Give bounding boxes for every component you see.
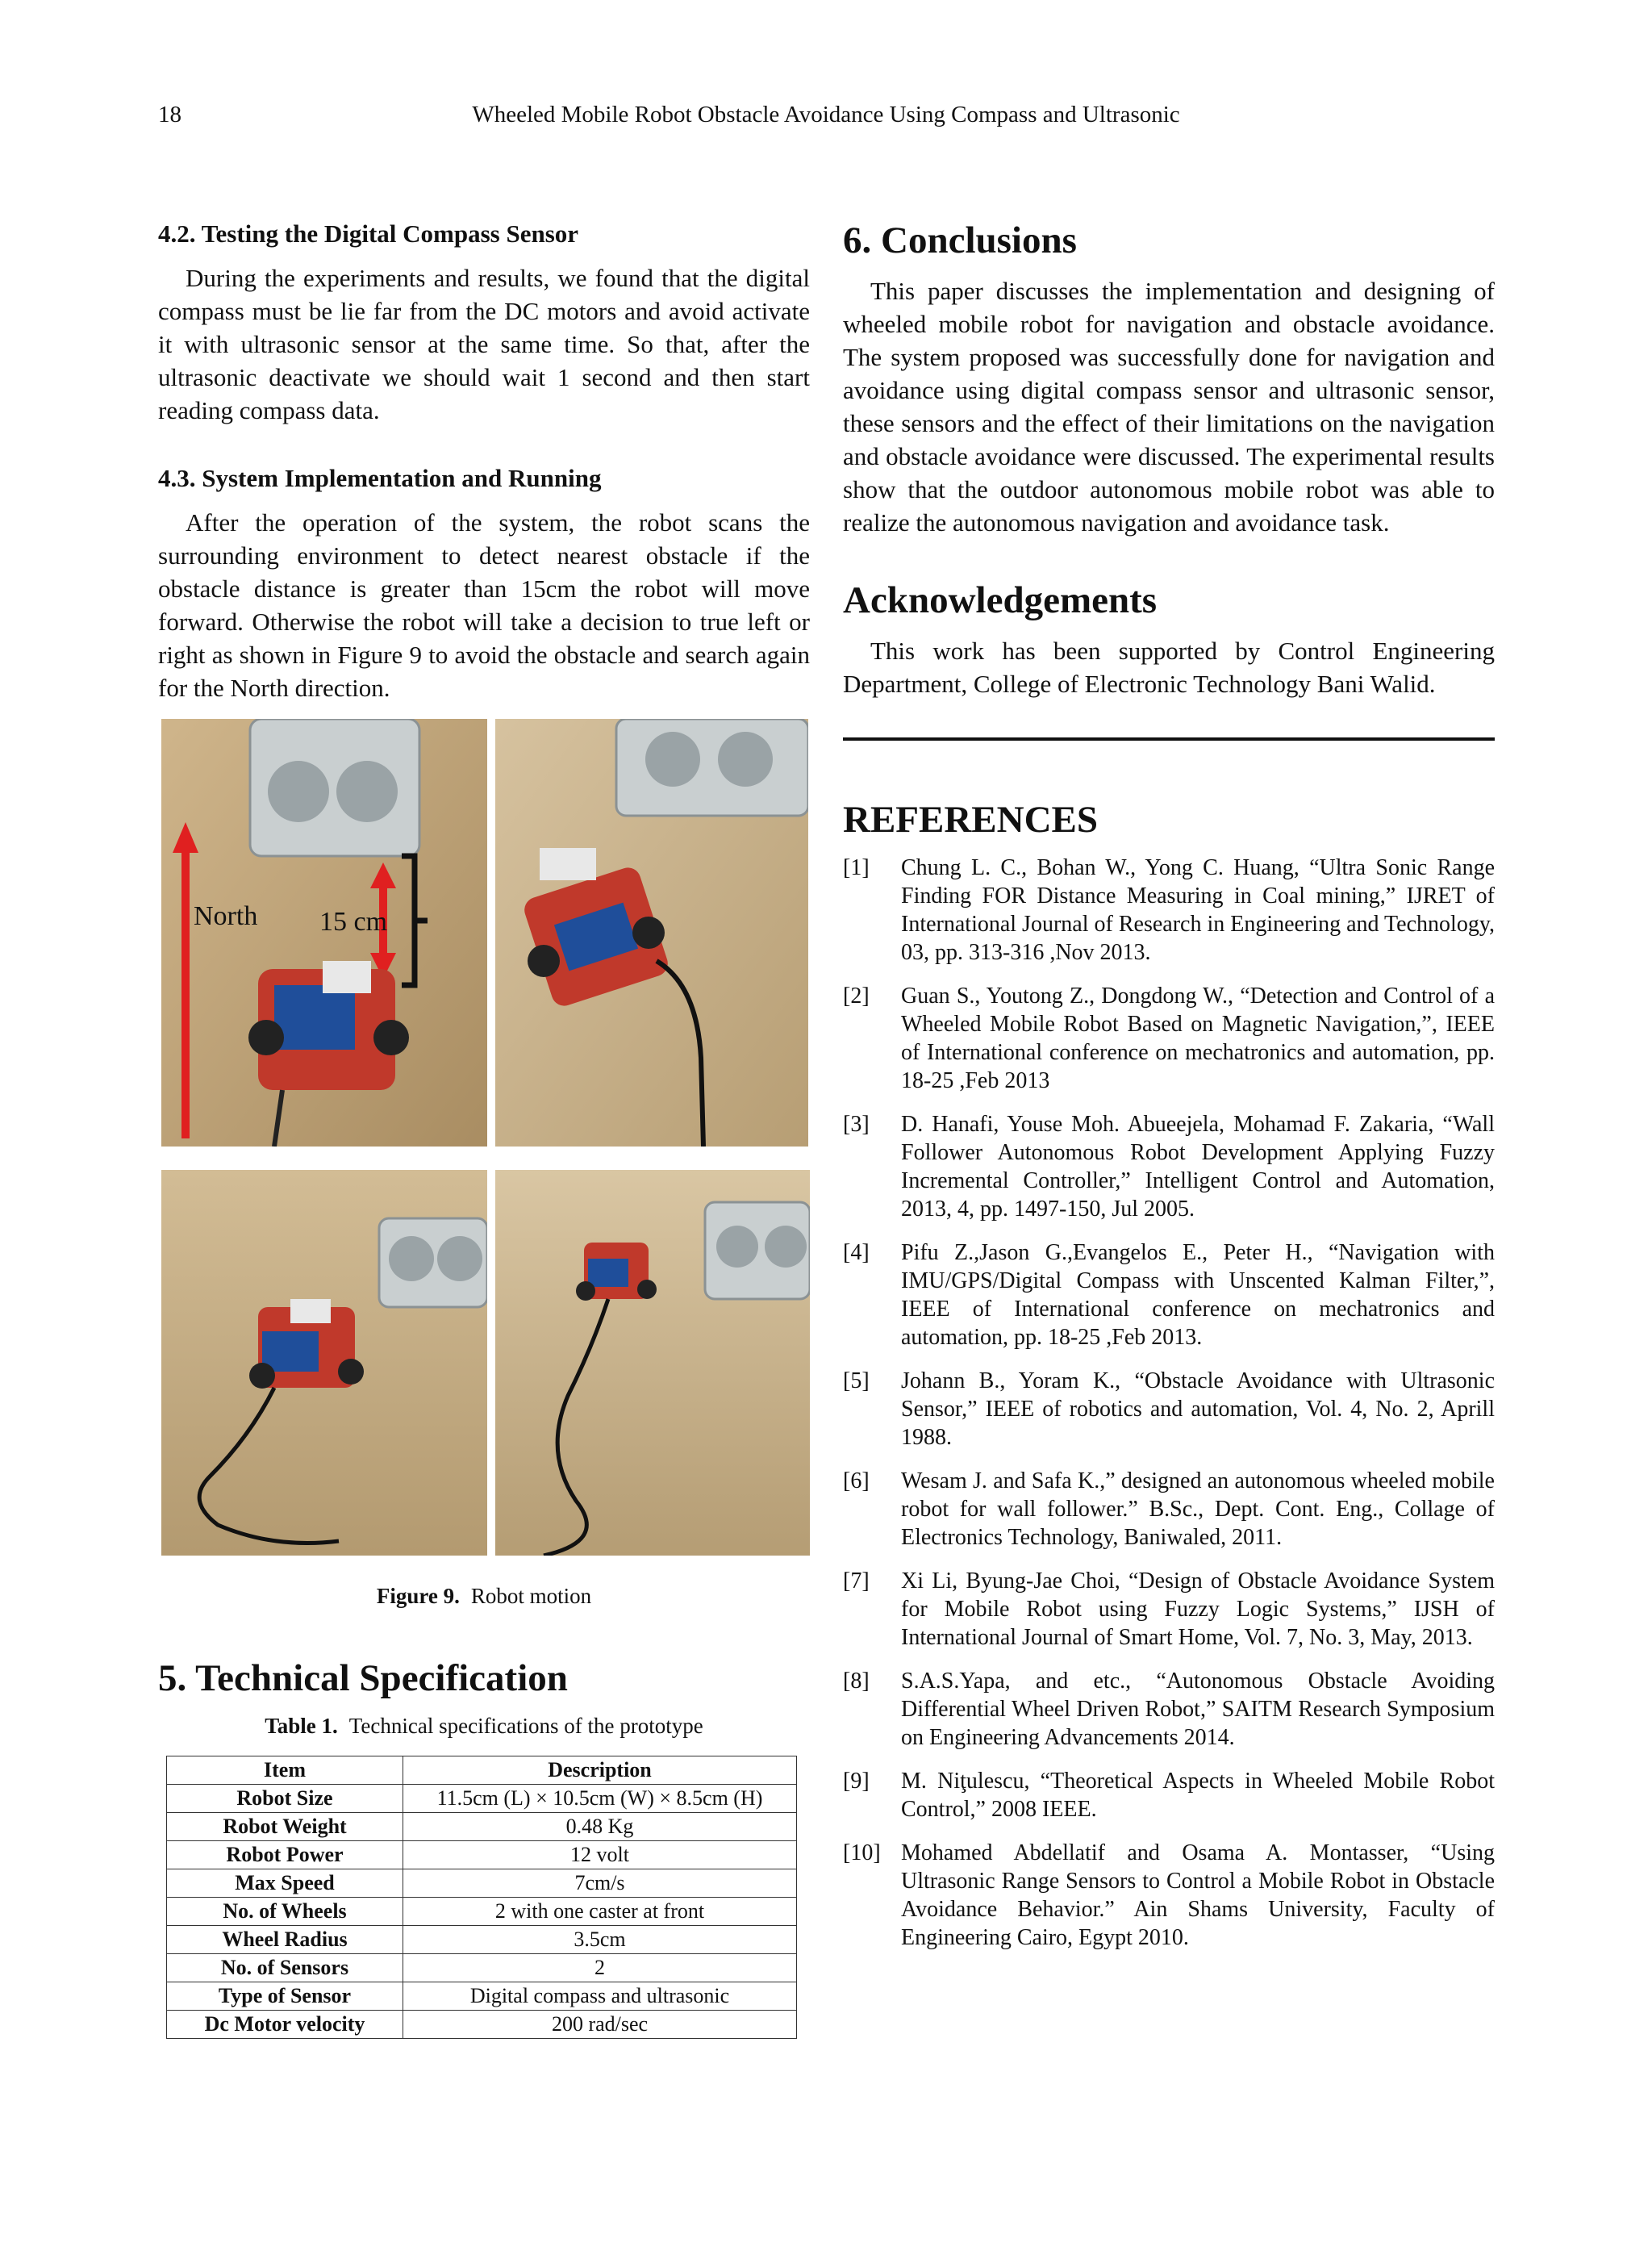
table-cell-description: 2 with one caster at front <box>403 1898 797 1926</box>
right-column <box>843 218 1495 1967</box>
robot-photo-1 <box>161 719 487 1147</box>
robot-photo-2 <box>495 719 808 1147</box>
table-1-number: Table 1. <box>265 1714 338 1738</box>
reference-item <box>843 1467 1495 1552</box>
table-row <box>167 1813 797 1841</box>
table-row <box>167 1869 797 1898</box>
acknowledgements-title: Acknowledgements <box>843 579 1158 621</box>
reference-number: [8] <box>843 1669 870 1694</box>
spec-table <box>166 1756 797 2039</box>
table-header-row <box>167 1756 797 1785</box>
table-cell-item: Max Speed <box>167 1869 403 1898</box>
table-cell-item: Robot Power <box>167 1841 403 1869</box>
reference-item <box>843 1367 1495 1451</box>
reference-text: Guan S., Youtong Z., Dongdong W., “Detection and Control of a Wheeled Mobile Robot Based on Magnetic Navigation,”, IEEE of International conference on mechatronics and automation, pp. 18-25 ,Feb 2013 <box>901 984 1495 1093</box>
reference-item <box>843 1839 1495 1952</box>
reference-number: [2] <box>843 984 870 1009</box>
running-head <box>158 102 1494 137</box>
figure-9-caption <box>158 1581 810 1610</box>
table-header-item: Item <box>167 1756 403 1785</box>
reference-number: [3] <box>843 1112 870 1137</box>
table-cell-description: 200 rad/sec <box>403 2011 797 2039</box>
table-cell-description: 3.5cm <box>403 1926 797 1954</box>
section-4-2-text: During the experiments and results, we found that the digital compass must be lie far from the DC motors and avoid activate it with ultrasonic sensor at the same time. So that, after the ultrasonic deactivate we should wait 1 second and then start reading compass data. <box>158 264 810 424</box>
reference-text: Xi Li, Byung-Jae Choi, “Design of Obstacle Avoidance System for Mobile Robot using Fuzzy Logic Systems,” IJSH of International Journal of Smart Home, Vol. 7, No. 3, May, 2013. <box>901 1568 1495 1650</box>
reference-item <box>843 1767 1495 1823</box>
reference-text: S.A.S.Yapa, and etc., “Autonomous Obstacle Avoiding Differential Wheel Driven Robot,” SAITM Research Symposium on Engineering Advancements 2014. <box>901 1669 1495 1750</box>
section-divider <box>843 737 1495 741</box>
running-title: Wheeled Mobile Robot Obstacle Avoidance Using Compass and Ultrasonic <box>472 102 1180 127</box>
section-6-text: This paper discusses the implementation and designing of wheeled mobile robot for navigation and obstacle avoidance. The system proposed was successfully done for navigation and avoidance using digital compass sensor and ultrasonic sensor, these sensors and the effect of their limitations on the navigation and obstacle avoidance were discussed. The experimental results show that the outdoor autonomous mobile robot was able to realize the autonomous navigation and avoidance task. <box>843 277 1495 537</box>
left-column <box>158 218 810 1147</box>
figure-9-text: Robot motion <box>470 1584 592 1608</box>
table-row <box>167 1785 797 1813</box>
reference-item <box>843 1238 1495 1351</box>
reference-number: [1] <box>843 855 870 880</box>
table-cell-item: Wheel Radius <box>167 1926 403 1954</box>
acknowledgements-text: This work has been supported by Control Engineering Department, College of Electronic Technology Bani Walid. <box>843 637 1495 698</box>
table-row <box>167 1898 797 1926</box>
robot-photo-4-full <box>495 1170 810 1556</box>
table-row <box>167 1841 797 1869</box>
reference-item <box>843 982 1495 1095</box>
reference-number: [9] <box>843 1769 870 1794</box>
table-cell-description: 0.48 Kg <box>403 1813 797 1841</box>
table-cell-item: Dc Motor velocity <box>167 2011 403 2039</box>
reference-text: M. Niţulescu, “Theoretical Aspects in Wheeled Mobile Robot Control,” 2008 IEEE. <box>901 1769 1495 1822</box>
section-4-2-title: 4.2. Testing the Digital Compass Sensor <box>158 219 579 248</box>
reference-text: Mohamed Abdellatif and Osama A. Montasser, “Using Ultrasonic Range Sensors to Control a Mobile Robot in Obstacle Avoidance Behavior.” Ain Shams University, Faculty of Engineering Cairo, Egypt 2010. <box>901 1840 1495 1950</box>
section-4-3-text: After the operation of the system, the robot scans the surrounding environment to detect nearest obstacle if the obstacle distance is greater than 15cm the robot will move forward. Otherwise the robot will take a decision to true left or right as shown in Figure 9 to avoid the obstacle and search again for the North direction. <box>158 508 810 702</box>
figure-9 <box>158 719 810 1147</box>
reference-number: [7] <box>843 1568 870 1593</box>
north-label: North <box>194 901 258 931</box>
page-number: 18 <box>158 102 181 127</box>
figure-9-number: Figure 9. <box>376 1584 460 1608</box>
table-cell-item: Robot Size <box>167 1785 403 1813</box>
reference-item <box>843 854 1495 967</box>
reference-text: Pifu Z.,Jason G.,Evangelos E., Peter H., “Navigation with IMU/GPS/Digital Compass with Unscented Kalman Filter,”, IEEE of International conference on mechatronics and automation, pp. 18-25 ,Feb 2013. <box>901 1240 1495 1350</box>
table-1-caption <box>158 1714 810 1739</box>
references-list <box>843 854 1495 1952</box>
reference-number: [5] <box>843 1368 870 1393</box>
table-cell-item: Robot Weight <box>167 1813 403 1841</box>
reference-text: D. Hanafi, Youse Moh. Abueejela, Mohamad F. Zakaria, “Wall Follower Autonomous Robot Development Applying Fuzzy Incremental Controller,” Intelligent Control and Automation, 2013, 4, pp. 1497-150, Jul 2005. <box>901 1112 1495 1222</box>
reference-item <box>843 1567 1495 1652</box>
table-row <box>167 2011 797 2039</box>
table-header-description: Description <box>403 1756 797 1785</box>
reference-item <box>843 1667 1495 1752</box>
reference-item <box>843 1110 1495 1223</box>
table-cell-item: No. of Sensors <box>167 1954 403 1982</box>
table-cell-item: No. of Wheels <box>167 1898 403 1926</box>
reference-number: [10] <box>843 1840 881 1865</box>
reference-number: [4] <box>843 1240 870 1265</box>
table-cell-description: 12 volt <box>403 1841 797 1869</box>
reference-number: [6] <box>843 1468 870 1493</box>
references-title: REFERENCES <box>843 799 1099 841</box>
table-cell-description: 11.5cm (L) × 10.5cm (W) × 8.5cm (H) <box>403 1785 797 1813</box>
table-1-text: Technical specifications of the prototype <box>348 1714 703 1738</box>
reference-text: Chung L. C., Bohan W., Yong C. Huang, “Ultra Sonic Range Finding FOR Distance Measuring in Coal mining,” IJRET of International Journal of Research in Engineering and Technology, 03, pp. 313-316 ,Nov 2013. <box>901 855 1495 965</box>
distance-label: 15 cm <box>319 907 388 937</box>
section-4-3-title: 4.3. System Implementation and Running <box>158 464 602 492</box>
table-row <box>167 1926 797 1954</box>
reference-text: Johann B., Yoram K., “Obstacle Avoidance with Ultrasonic Sensor,” IEEE of robotics and automation, Vol. 4, No. 2, Aprill 1988. <box>901 1368 1495 1450</box>
table-row <box>167 1982 797 2011</box>
reference-text: Wesam J. and Safa K.,” designed an autonomous wheeled mobile robot for wall follower.” B.Sc., Dept. Cont. Eng., Collage of Electronics Technology, Baniwaled, 2011. <box>901 1468 1495 1550</box>
table-row <box>167 1954 797 1982</box>
table-cell-description: Digital compass and ultrasonic <box>403 1982 797 2011</box>
robot-photo-3-full <box>161 1170 487 1556</box>
section-6-title: 6. Conclusions <box>843 219 1077 261</box>
section-5-title: 5. Technical Specification <box>158 1657 568 1699</box>
table-cell-item: Type of Sensor <box>167 1982 403 2011</box>
table-cell-description: 2 <box>403 1954 797 1982</box>
table-cell-description: 7cm/s <box>403 1869 797 1898</box>
